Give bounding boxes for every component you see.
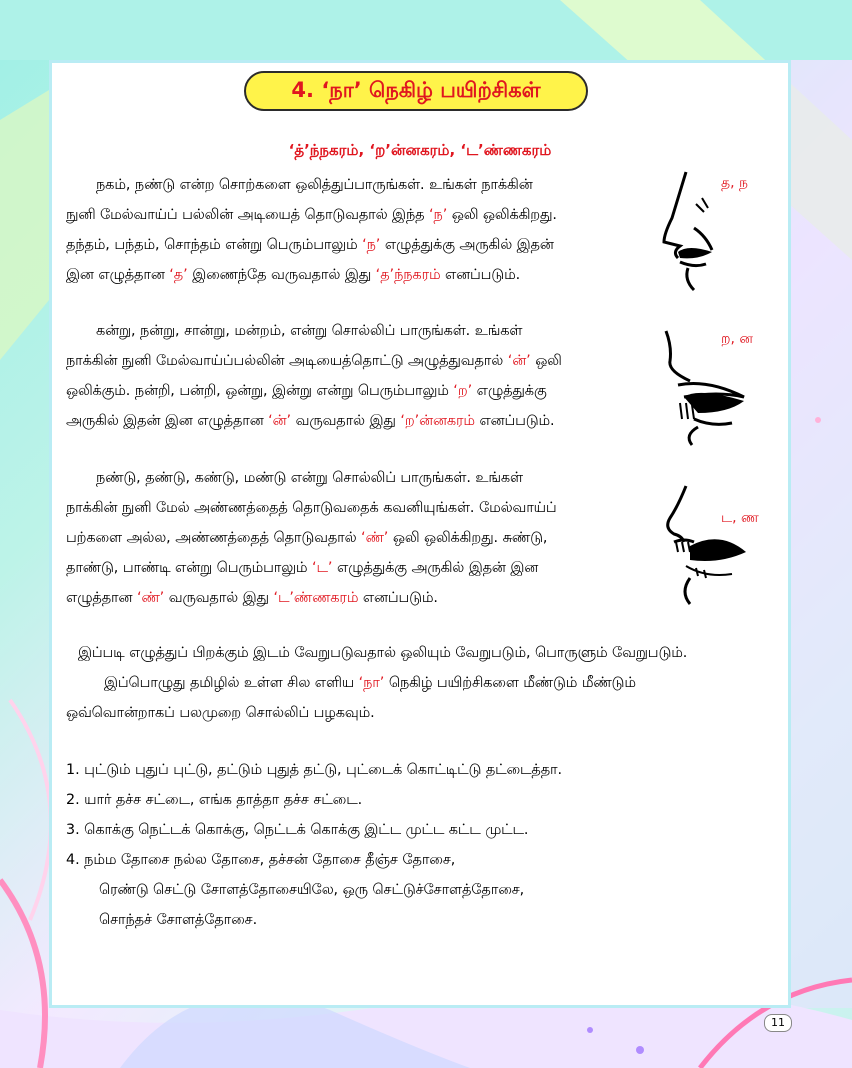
- text-segment: நாக்கின் நுனி மேல்வாய்ப்பல்லின் அடியைத்தொட்டு அழுத்துவதால்: [66, 353, 508, 369]
- text-segment: தந்தம், பந்தம், சொந்தம் என்று பெரும்பாலும்: [66, 237, 363, 253]
- text-segment: எனப்படும்.: [358, 590, 438, 606]
- exercise-item: 2. யார் தச்ச சட்டை, எங்க தாத்தா தச்ச சட்டை.: [66, 792, 363, 808]
- paragraph-line: [66, 406, 562, 436]
- text-segment: ஒவ்வொன்றாகப் பலமுறை சொல்லிப் பழகவும்.: [66, 705, 375, 721]
- paragraph-line: [66, 523, 557, 553]
- paragraph-line: [66, 230, 557, 260]
- paragraph-line: [66, 493, 557, 523]
- paragraph-line: [66, 316, 562, 346]
- page-number: 11: [764, 1014, 792, 1032]
- text-segment: தாண்டு, பாண்டி என்று பெரும்பாலும்: [66, 560, 312, 576]
- paragraph-line: [66, 463, 557, 493]
- text-segment: எழுத்துக்கு அருகில் இதன் இன: [332, 560, 539, 576]
- paragraph-line: [66, 376, 562, 406]
- exercise-item: 1. புட்டும் புதுப் புட்டு, தட்டும் புதுத் தட்டு, புட்டைக் கொட்டிட்டு தட்டைத்தா.: [66, 762, 563, 778]
- text-segment: இணைந்தே வருவதால் இது: [187, 267, 376, 283]
- mouth-diagram-icon: [660, 482, 750, 608]
- paragraph-line: [66, 583, 557, 613]
- highlight-text: ‘ன்’: [507, 353, 531, 369]
- exercise-list: [66, 755, 562, 935]
- paragraph-line: [66, 170, 557, 200]
- letters-label-2: ற, ன: [721, 331, 754, 347]
- section-subtitle: ‘த்’ந்நகரம், ‘ற’ன்னகரம், ‘ட’ண்ணகரம்: [288, 141, 552, 159]
- text-segment: நுனி மேல்வாய்ப் பல்லின் அடியைத் தொடுவதால் இந்த: [66, 207, 429, 223]
- text-segment: நண்டு, தண்டு, கண்டு, மண்டு என்று சொல்லிப் பாருங்கள். உங்கள்: [96, 470, 523, 486]
- highlight-text: ‘ண்’: [136, 590, 165, 606]
- paragraph-line: [66, 260, 557, 290]
- text-segment: நெகிழ் பயிற்சிகளை மீண்டும் மீண்டும்: [384, 675, 636, 691]
- text-segment: அருகில் இதன் இன எழுத்தான: [66, 413, 269, 429]
- highlight-text: ‘நா’: [358, 675, 385, 691]
- text-segment: எனப்படும்.: [474, 413, 555, 429]
- letters-label-3: ட, ண: [721, 510, 759, 526]
- paragraph-line: [66, 200, 557, 230]
- highlight-text: ‘ந’: [362, 237, 381, 253]
- highlight-text: ‘த’: [169, 267, 188, 283]
- text-segment: வருவதால் இது: [291, 413, 401, 429]
- mouth-diagram-icon: [658, 327, 754, 449]
- exercise-item: 3. கொக்கு நெட்டக் கொக்கு, நெட்டக் கொக்கு இட்ட முட்ட கட்ட முட்ட.: [66, 822, 529, 838]
- summary-paragraph: [66, 638, 687, 728]
- letters-label-1: த, ந: [721, 175, 749, 191]
- text-segment: எழுத்தான: [66, 590, 137, 606]
- text-segment: இப்பொழுது தமிழில் உள்ள சில எளிய: [104, 675, 359, 691]
- text-segment: கன்று, நன்று, சான்று, மன்றம், என்று சொல்லிப் பாருங்கள். உங்கள்: [96, 323, 523, 339]
- page-title: 4. ‘நா’ நெகிழ் பயிற்சிகள்: [244, 71, 588, 111]
- paragraph-section-3: [66, 463, 557, 613]
- text-segment: எழுத்துக்கு அருகில் இதன்: [380, 237, 554, 253]
- highlight-text: ‘ட’ண்ணகரம்: [273, 590, 359, 606]
- exercise-item: 4. நம்ம தோசை நல்ல தோசை, தச்சன் தோசை தீஞ்ச தோசை,: [66, 852, 456, 868]
- highlight-text: ‘ற’ன்னகரம்: [400, 413, 475, 429]
- highlight-text: ‘ன்’: [268, 413, 292, 429]
- text-segment: நாக்கின் நுனி மேல் அண்ணத்தைத் தொடுவதைக் கவனியுங்கள். மேல்வாய்ப்: [66, 500, 557, 516]
- text-segment: எனப்படும்.: [440, 267, 521, 283]
- text-segment: ஒலிக்கும். நன்றி, பன்றி, ஒன்று, இன்று என்று பெரும்பாலும்: [66, 383, 454, 399]
- exercise-item: ரெண்டு செட்டு சோளத்தோசையிலே, ஒரு செட்டுச்சோளத்தோசை,: [99, 882, 525, 898]
- text-segment: எழுத்துக்கு: [472, 383, 547, 399]
- highlight-text: ‘த’ந்நகரம்: [375, 267, 441, 283]
- text-segment: ஒலி: [530, 353, 562, 369]
- paragraph-line: [66, 346, 562, 376]
- paragraph-line: [66, 698, 687, 728]
- text-segment: இப்படி எழுத்துப் பிறக்கும் இடம் வேறுபடுவதால் ஒலியும் வேறுபடும், பொருளும் வேறுபடும்.: [78, 645, 688, 661]
- text-segment: நகம், நண்டு என்ற சொற்களை ஒலித்துப்பாருங்கள். உங்கள் நாக்கின்: [96, 177, 533, 193]
- paragraph-line: [66, 638, 687, 668]
- exercise-item: சொந்தச் சோளத்தோசை.: [99, 912, 258, 928]
- mouth-diagram-icon: [658, 168, 714, 294]
- text-segment: இன எழுத்தான: [66, 267, 170, 283]
- text-segment: பற்களை அல்ல, அண்ணத்தைத் தொடுவதால்: [66, 530, 362, 546]
- paragraph-line: [66, 668, 687, 698]
- text-segment: ஒலி ஒலிக்கிறது. சுண்டு,: [388, 530, 548, 546]
- paragraph-line: [66, 553, 557, 583]
- highlight-text: ‘ந’: [429, 207, 448, 223]
- text-segment: ஒலி ஒலிக்கிறது.: [447, 207, 557, 223]
- highlight-text: ‘ட’: [311, 560, 333, 576]
- paragraph-section-2: [66, 316, 562, 436]
- paragraph-section-1: [66, 170, 557, 290]
- highlight-text: ‘ண்’: [361, 530, 389, 546]
- highlight-text: ‘ற’: [453, 383, 473, 399]
- text-segment: வருவதால் இது: [164, 590, 274, 606]
